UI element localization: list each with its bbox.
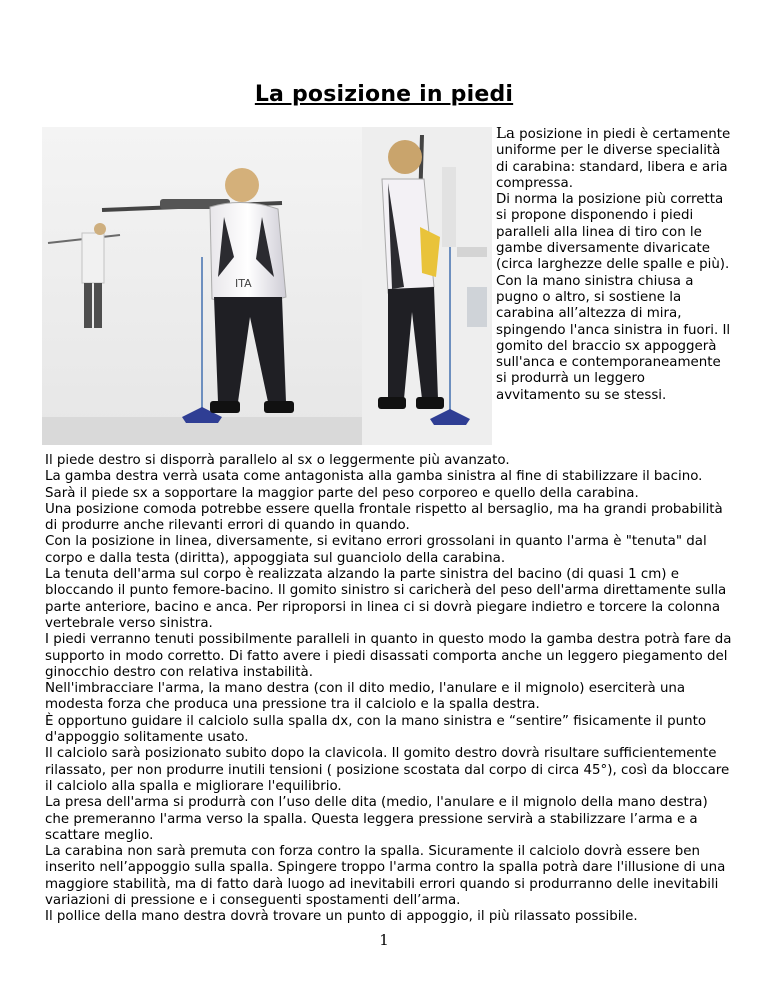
intro-paragraph bbox=[496, 125, 731, 404]
page-title: La posizione in piedi bbox=[254, 82, 514, 107]
body-line: Sarà il piede sx a sopportare la maggior parte del peso corporeo e quello della carabina. bbox=[45, 485, 639, 501]
body-line: Il piede destro si disporrà parallelo al sx o leggermente più avanzato. bbox=[45, 453, 510, 468]
intro-text-2: Di norma la posizione più corretta si propone disponendo i piedi paralleli alla linea di tiro con le gambe diversamente divaricate (circa larghezze delle spalle e più). Con la mano sinistra chiusa a pugno o altro, si sostiene la carabina all’altezza di mira, spingendo l'anca sinistra in fuori. Il gomito del braccio sx appoggerà sull'anca e contemporaneamente si produrrà un leggero avvitamento su se stessi. bbox=[496, 192, 731, 403]
shooter-photo bbox=[42, 127, 492, 445]
body-line: Nell'imbracciare l'arma, la mano destra (con il dito medio, l'anulare e il mignolo) eserciterà una modesta forza che produca una pressione tra il calciolo e la spalla destra. bbox=[45, 681, 686, 713]
body-line: Il calciolo sarà posizionato subito dopo la clavicola. Il gomito destro dovrà risultare sufficientemente rilassato, per non produrre inutili tensioni ( posizione scostata dal corpo di circa 45°), così da bloccare il calciolo alla spalla e migliorare l'equilibrio. bbox=[45, 746, 730, 794]
page-number: 1 bbox=[379, 931, 389, 949]
body-line: Una posizione comoda potrebbe essere quella frontale rispetto al bersaglio, ma ha grandi probabilità di produrre anche rilevanti errori di quando in quando. bbox=[45, 501, 723, 534]
body-line: Con la posizione in linea, diversamente, si evitano errori grossolani in quanto l'arma è "tenuta" dal corpo e dalla testa (diritta), appoggiata sul guanciolo della carabina. bbox=[45, 534, 707, 566]
body-text bbox=[45, 453, 735, 926]
body-line: La presa dell'arma si produrrà con l’uso delle dita (medio, l'anulare e il mignolo della mano destra) che premeranno l'arma verso la spalla. Questa leggera pressione servirà a stabilizzare l’arma e a scattare meglio. bbox=[45, 795, 708, 843]
body-line: La gamba destra verrà usata come antagonista alla gamba sinistra al fine di stabilizzare il bacino. bbox=[45, 469, 703, 485]
body-line: La tenuta dell'arma sul corpo è realizzata alzando la parte sinistra del bacino (di quasi 1 cm) e bloccando il punto femore-bacino. Il gomito sinistro si caricherà del peso dell'arma direttamente sulla parte anteriore, bacino e anca. Per riproporsi in linea ci si dovrà piegare indietro e torcere la colonna vertebrale verso sinistra. bbox=[45, 567, 727, 631]
intro-text: posizione in piedi è certamente uniforme per le diverse specialità di carabina: standard, libera e aria compressa. bbox=[496, 127, 731, 191]
body-line: Il pollice della mano destra dovrà trovare un punto di appoggio, il più rilassato possibile. bbox=[45, 909, 638, 925]
body-line: La carabina non sarà premuta con forza contro la spalla. Sicuramente il calciolo dovrà essere ben inserito nell’appoggio sulla spalla. Spingere troppo l'arma contro la spalla potrà dare l'illusione di una maggiore stabilità, ma di fatto darà luogo ad inevitabili errori quando si produrranno delle inevitabili variazioni di pressione e i conseguenti spostamenti dell’arma. bbox=[45, 844, 726, 909]
body-line: I piedi verranno tenuti possibilmente paralleli in quanto in questo modo la gamba destra potrà fare da supporto in modo corretto. Di fatto avere i piedi disassati comporta anche un leggero piegamento del ginocchio destro con relativa instabilità. bbox=[45, 632, 732, 680]
drop-cap: La bbox=[496, 124, 515, 142]
body-line: È opportuno guidare il calciolo sulla spalla dx, con la mano sinistra e “sentire” fisicamente il punto d'appoggio solitamente usato. bbox=[45, 713, 707, 746]
jersey-text: ITA bbox=[235, 277, 252, 290]
